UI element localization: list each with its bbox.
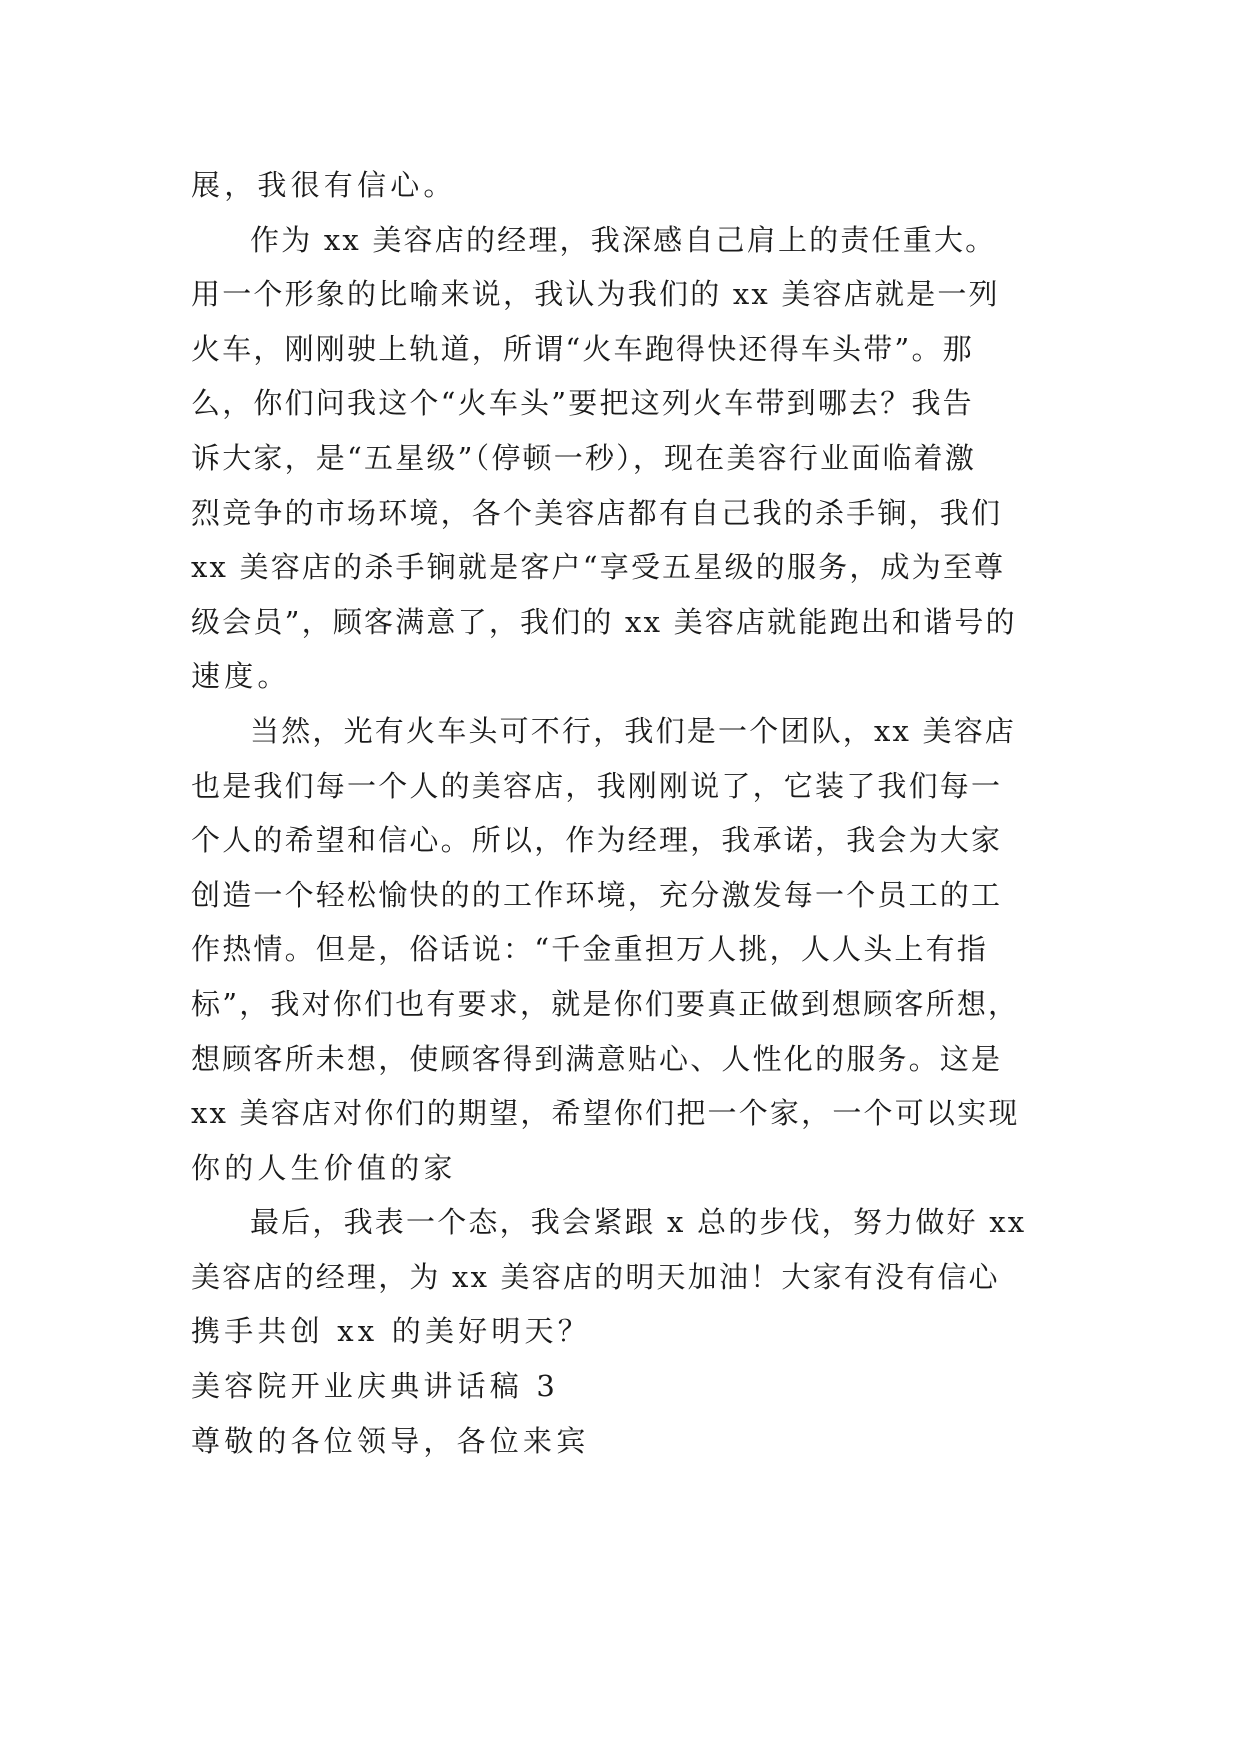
paragraph-line: 当然，光有火车头可不行，我们是一个团队，xx 美容店 [250,713,1017,748]
paragraph-line: 个人的希望和信心。所以，作为经理，我承诺，我会为大家 [191,823,1003,858]
paragraph-line: 作热情。但是，俗话说：“千金重担万人挑，人人头上有指 [191,932,989,967]
paragraph-line: 用一个形象的比喻来说，我认为我们的 xx 美容店就是一列 [191,277,1000,312]
section-heading: 美容院开业庆典讲话稿 3 [191,1369,560,1404]
paragraph-line: 标”，我对你们也有要求，就是你们要真正做到想顾客所想， [191,986,1020,1021]
paragraph-line: 最后，我表一个态，我会紧跟 x 总的步伐，努力做好 xx [250,1205,1027,1240]
salutation-line: 尊敬的各位领导，各位来宾 [191,1423,590,1458]
document-body [191,158,1061,1468]
paragraph-line: 创造一个轻松愉快的的工作环境，充分激发每一个员工的工 [191,877,1003,912]
paragraph-line: xx 美容店的杀手锏就是客户“享受五星级的服务，成为至尊 [191,550,1006,585]
paragraph-line: 美容店的经理，为 xx 美容店的明天加油！大家有没有信心 [191,1259,1000,1294]
paragraph-line: 想顾客所未想，使顾客得到满意贴心、人性化的服务。这是 [191,1041,1003,1076]
paragraph-line: 也是我们每一个人的美容店，我刚刚说了，它装了我们每一 [191,768,1003,803]
paragraph-line: xx 美容店对你们的期望，希望你们把一个家，一个可以实现 [191,1096,1020,1131]
paragraph-line: 展，我很有信心。 [191,168,457,202]
paragraph-line: 速度。 [191,659,291,694]
paragraph-line: 火车，刚刚驶上轨道，所谓“火车跑得快还得车头带”。那 [191,331,974,366]
paragraph-line: 你的人生价值的家 [191,1150,457,1185]
paragraph-line: 烈竞争的市场环境，各个美容店都有自己我的杀手锏，我们 [191,495,1003,530]
paragraph-line: 作为 xx 美容店的经理，我深感自己肩上的责任重大。 [250,222,997,257]
paragraph-line: 么，你们问我这个“火车头”要把这列火车带到哪去？我告 [191,386,974,421]
paragraph-line: 诉大家，是“五星级”（停顿一秒），现在美容行业面临着激 [191,440,977,475]
paragraph-line: 级会员”，顾客满意了，我们的 xx 美容店就能跑出和谐号的 [191,604,1017,639]
paragraph-line: 携手共创 xx 的美好明天？ [191,1314,591,1349]
